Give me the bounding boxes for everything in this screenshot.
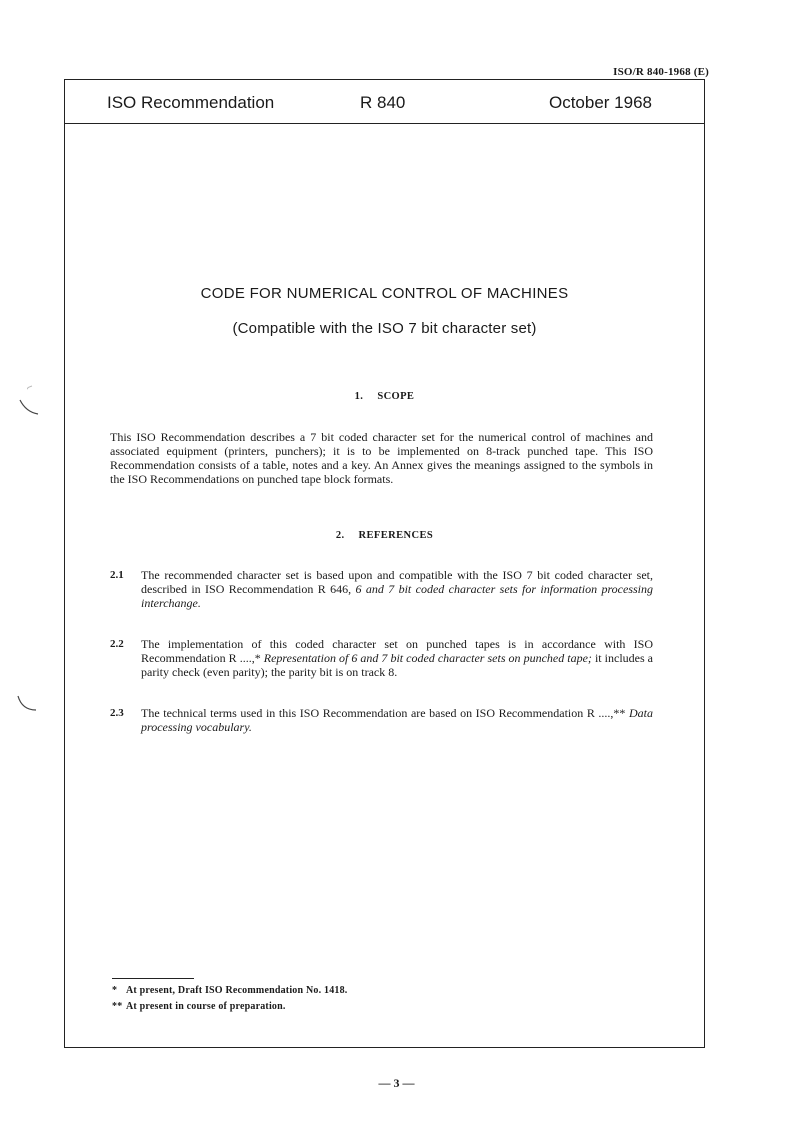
- reference-title: Representation of 6 and 7 bit coded character sets on punched tape;: [263, 651, 592, 665]
- reference-title: Data processing vocabulary.: [141, 706, 653, 734]
- header-bar: [65, 80, 704, 124]
- reference-body: The technical terms used in this ISO Recommendation are based on ISO Recommendation R ....,**: [141, 706, 629, 720]
- footnote: [112, 985, 348, 996]
- section-heading-references: [65, 530, 704, 541]
- reference-body-after: it includes a parity check (even parity); the parity bit is on track 8.: [141, 651, 653, 679]
- reference-text: [141, 568, 653, 610]
- reference-number: 2.2: [110, 638, 124, 650]
- footnote-divider: [112, 978, 194, 979]
- document-reference: ISO/R 840-1968 (E): [613, 66, 709, 78]
- document-title: CODE FOR NUMERICAL CONTROL OF MACHINES: [200, 285, 569, 302]
- scope-paragraph: This ISO Recommendation describes a 7 bit coded character set for the numerical control of machines and associated equipment (printers, punchers); it is to be implemented on 8-track punched tape. This ISO Recommendation consists of a table, notes and a key. An Annex gives the meanings assigned to the symbols in the ISO Recommendations on punched tape block formats.: [110, 430, 653, 486]
- reference-title: 6 and 7 bit coded character sets for information processing interchange.: [141, 582, 653, 610]
- section-heading-scope: [65, 391, 704, 402]
- footnote-mark: *: [112, 985, 118, 996]
- section-title: REFERENCES: [358, 530, 434, 541]
- reference-text: [141, 706, 653, 734]
- reference-number: 2.1: [110, 569, 124, 581]
- reference-body: The recommended character set is based upon and compatible with the ISO 7 bit coded character set, described in ISO Recommendation R 646,: [141, 568, 653, 596]
- reference-text: [141, 637, 653, 679]
- page-frame: [64, 79, 705, 1048]
- reference-body: The implementation of this coded character set on punched tapes is in accordance with ISO Recommendation R ....,*: [141, 637, 653, 665]
- header-recommendation-number: R 840: [360, 93, 406, 112]
- section-number: 1.: [354, 391, 364, 402]
- scan-artifact-mark: [10, 690, 40, 720]
- footnote-text: At present in course of preparation.: [126, 1001, 286, 1012]
- footnote-mark: **: [112, 1001, 123, 1012]
- header-date: October 1968: [548, 93, 652, 112]
- scan-artifact-mark: [12, 380, 42, 420]
- document-subtitle: (Compatible with the ISO 7 bit character set): [232, 320, 537, 337]
- header-standard-type: ISO Recommendation: [107, 93, 275, 112]
- page-number: — 3 —: [378, 1076, 415, 1090]
- section-title: SCOPE: [377, 391, 415, 402]
- reference-number: 2.3: [110, 707, 124, 719]
- footnote-text: At present, Draft ISO Recommendation No. 1418.: [126, 985, 348, 996]
- section-number: 2.: [335, 530, 345, 541]
- footnote: [112, 1001, 286, 1012]
